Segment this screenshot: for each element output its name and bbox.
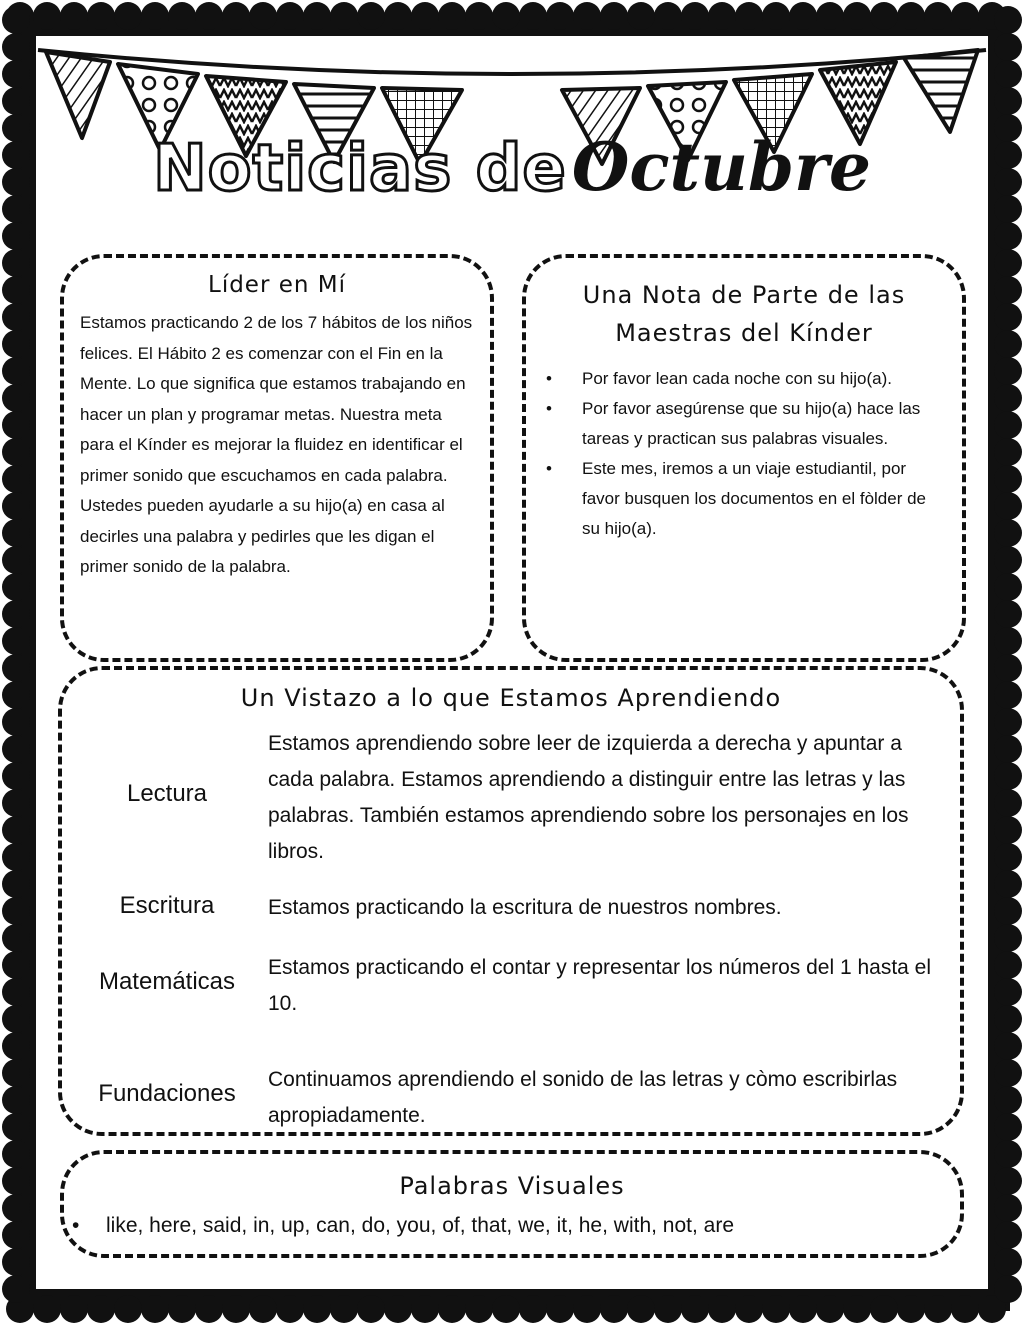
lider-body: Estamos practicando 2 de los 7 hábitos de los niños felices. El Hábito 2 es comenzar con el Fin en la Mente. Lo que significa que estamos trabajando en hacer un plan y programar metas. Nuestra meta para el Kínder es mejorar la fluidez en identificar el primer sonido que escuchamos en cada palabra. Ustedes pueden ayudarle a su hijo(a) en casa al decirles una palabra y pedirles que les digan el primer sonido de la palabra. (80, 313, 473, 576)
teacher-note-heading-line2: Maestras del Kínder (615, 319, 873, 347)
learning-overview-box (58, 666, 964, 1136)
bullet-icon: • (546, 399, 552, 418)
teacher-note-box (522, 254, 966, 662)
list-item (546, 394, 944, 454)
sight-words-heading: Palabras Visuales (399, 1172, 625, 1200)
teacher-note-heading-line1: Una Nota de Parte de las (582, 281, 906, 309)
sight-words-list (72, 1214, 734, 1238)
list-item (546, 454, 944, 544)
subject-label: Matemáticas (98, 968, 236, 995)
bullet-icon: • (72, 1214, 80, 1237)
list-item (546, 364, 944, 394)
bullet-icon: • (546, 459, 552, 478)
lider-heading: Líder en Mí (208, 272, 346, 298)
subject-description: Estamos aprendiendo sobre leer de izquierda a derecha y apuntar a cada palabra. Estamos aprendiendo a distinguir entre las letras y las palabras. También estamos aprendiendo sobre los personajes en los libros. (268, 732, 909, 863)
bullet-icon: • (546, 369, 552, 388)
lider-en-mi-box (60, 254, 494, 662)
teacher-note-item-text: Por favor asegúrense que su hijo(a) hace las tareas y practican sus palabras visuales. (582, 399, 921, 448)
newsletter-title (0, 128, 1024, 208)
teacher-note-item-text: Por favor lean cada noche con su hijo(a). (582, 369, 892, 388)
title-noticias-de: Noticias de (153, 132, 567, 206)
teacher-note-item-text: Este mes, iremos a un viaje estudiantil, por favor busquen los documentos en el fòlder de su hijo(a). (582, 459, 927, 538)
subject-label: Fundaciones (98, 1080, 236, 1107)
subject-description: Continuamos aprendiendo el sonido de las letras y còmo escribirlas apropiadamente. (268, 1068, 898, 1127)
subject-description: Estamos practicando la escritura de nuestros nombres. (268, 896, 782, 919)
subject-label: Escritura (119, 892, 215, 919)
title-octubre: Octubre (571, 128, 871, 206)
sight-words-text: like, here, said, in, up, can, do, you, of, that, we, it, he, with, not, are (106, 1214, 735, 1237)
teacher-note-heading (526, 276, 962, 352)
subject-label: Lectura (126, 780, 208, 807)
sight-words-box (60, 1150, 964, 1258)
teacher-note-list (526, 364, 944, 544)
learning-overview-heading: Un Vistazo a lo que Estamos Aprendiendo (240, 684, 782, 712)
subject-description: Estamos practicando el contar y representar los números del 1 hasta el 10. (268, 956, 932, 1015)
